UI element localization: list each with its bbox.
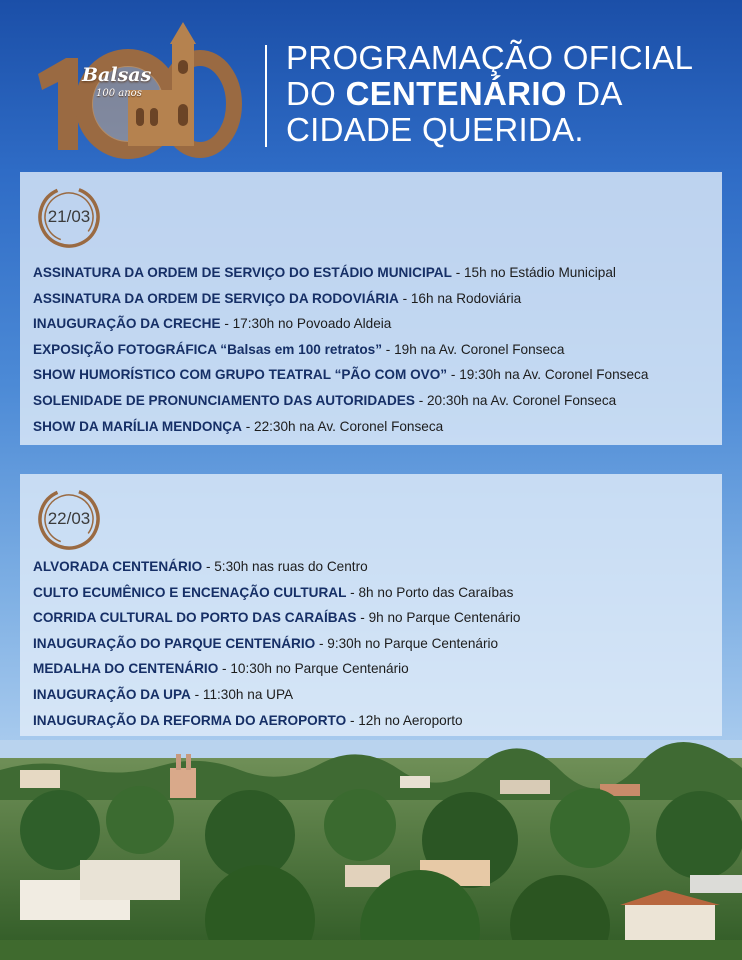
list-item: EXPOSIÇÃO FOTOGRÁFICA “Balsas em 100 retratos” - 19h na Av. Coronel Fonseca <box>33 341 565 357</box>
schedule-panel-day-1 <box>20 172 722 445</box>
title-line-2-post: DA <box>566 75 623 112</box>
list-item: INAUGURAÇÃO DA UPA - 11:30h na UPA <box>33 686 294 702</box>
title-line-2-pre: DO <box>286 75 346 112</box>
list-item: INAUGURAÇÃO DA CRECHE - 17:30h no Povoado Aldeia <box>33 316 392 332</box>
list-item: INAUGURAÇÃO DO PARQUE CENTENÁRIO - 9:30h no Parque Centenário <box>33 635 499 651</box>
list-item: SHOW HUMORÍSTICO COM GRUPO TEATRAL “PÃO COM OVO” - 19:30h na Av. Coronel Fonseca <box>33 367 649 383</box>
date-badge <box>36 184 102 250</box>
logo-script-text: Balsas <box>82 64 152 86</box>
event-list <box>33 554 520 733</box>
logo-subtitle-text: 100 anos <box>96 88 142 99</box>
date-badge <box>36 486 102 552</box>
list-item: SOLENIDADE DE PRONUNCIAMENTO DAS AUTORIDADES - 20:30h na Av. Coronel Fonseca <box>33 392 617 408</box>
list-item: CULTO ECUMÊNICO E ENCENAÇÃO CULTURAL - 8h no Porto das Caraíbas <box>33 584 514 600</box>
list-item: MEDALHA DO CENTENÁRIO - 10:30h no Parque Centenário <box>33 661 409 677</box>
page-title <box>286 40 726 148</box>
header <box>0 0 742 165</box>
schedule-panel-day-2 <box>20 474 722 736</box>
list-item: INAUGURAÇÃO DA REFORMA DO AEROPORTO - 12h no Aeroporto <box>33 712 463 728</box>
town-landscape-image <box>0 740 742 960</box>
header-divider <box>265 45 267 147</box>
event-list <box>33 260 648 439</box>
list-item: SHOW DA MARÍLIA MENDONÇA - 22:30h na Av. Coronel Fonseca <box>33 418 444 434</box>
date-label: 22/03 <box>47 509 91 528</box>
centenary-logo <box>32 20 242 160</box>
date-label: 21/03 <box>47 207 91 226</box>
list-item: ALVORADA CENTENÁRIO - 5:30h nas ruas do Centro <box>33 559 368 574</box>
title-line-3: CIDADE QUERIDA. <box>286 111 584 148</box>
title-line-2 <box>286 76 726 112</box>
list-item: ASSINATURA DA ORDEM DE SERVIÇO DO ESTÁDIO MUNICIPAL - 15h no Estádio Municipal <box>33 265 616 280</box>
title-line-2-bold: CENTENÁRIO <box>345 75 567 112</box>
list-item: ASSINATURA DA ORDEM DE SERVIÇO DA RODOVIÁRIA - 16h na Rodoviária <box>33 290 522 306</box>
list-item: CORRIDA CULTURAL DO PORTO DAS CARAÍBAS - 9h no Parque Centenário <box>33 610 521 626</box>
title-line-1: PROGRAMAÇÃO OFICIAL <box>286 39 694 76</box>
